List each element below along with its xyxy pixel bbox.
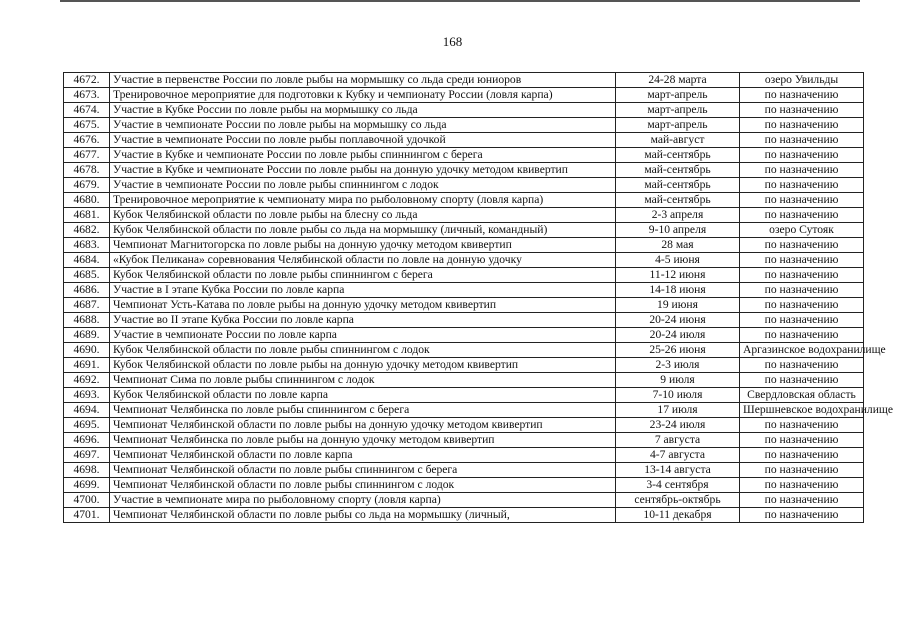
event-place: по назначению — [740, 313, 864, 328]
event-name: Чемпионат Челябинской области по ловле карпа — [110, 448, 616, 463]
table-row — [64, 433, 864, 448]
row-number: 4693. — [64, 388, 110, 403]
event-date: 13-14 августа — [616, 463, 740, 478]
row-number: 4679. — [64, 178, 110, 193]
row-number: 4695. — [64, 418, 110, 433]
event-place: по назначению — [740, 283, 864, 298]
event-date: 25-26 июня — [616, 343, 740, 358]
table-row — [64, 88, 864, 103]
event-place: по назначению — [740, 253, 864, 268]
row-number: 4692. — [64, 373, 110, 388]
row-number: 4687. — [64, 298, 110, 313]
event-name: Чемпионат Челябинской области по ловле рыбы спиннингом с лодок — [110, 478, 616, 493]
event-name: Участие в чемпионате мира по рыболовному спорту (ловля карпа) — [110, 493, 616, 508]
event-date: 9 июля — [616, 373, 740, 388]
event-date: сентябрь-октябрь — [616, 493, 740, 508]
event-name: Кубок Челябинской области по ловле рыбы на блесну со льда — [110, 208, 616, 223]
event-place: озеро Сутояк — [740, 223, 864, 238]
event-name: Тренировочное мероприятие к чемпионату мира по рыболовному спорту (ловля карпа) — [110, 193, 616, 208]
event-name: Участие в чемпионате России по ловле карпа — [110, 328, 616, 343]
event-place: по назначению — [740, 508, 864, 523]
event-place: озеро Увильды — [740, 73, 864, 88]
table-row — [64, 403, 864, 418]
scan-top-edge — [60, 0, 860, 2]
row-number: 4680. — [64, 193, 110, 208]
row-number: 4683. — [64, 238, 110, 253]
event-place: по назначению — [740, 448, 864, 463]
row-number: 4688. — [64, 313, 110, 328]
event-name: Чемпионат Сима по ловле рыбы спиннингом с лодок — [110, 373, 616, 388]
table-row — [64, 358, 864, 373]
row-number: 4697. — [64, 448, 110, 463]
event-name: «Кубок Пеликана» соревнования Челябинской области по ловле на донную удочку — [110, 253, 616, 268]
event-date: май-сентябрь — [616, 178, 740, 193]
table-row — [64, 418, 864, 433]
event-place: по назначению — [740, 463, 864, 478]
row-number: 4685. — [64, 268, 110, 283]
event-name: Участие в Кубке и чемпионате России по ловле рыбы на донную удочку методом квивертип — [110, 163, 616, 178]
row-number: 4674. — [64, 103, 110, 118]
event-date: 28 мая — [616, 238, 740, 253]
row-number: 4677. — [64, 148, 110, 163]
event-date: 2-3 апреля — [616, 208, 740, 223]
table-row — [64, 178, 864, 193]
event-place: по назначению — [740, 328, 864, 343]
event-place: Шершневское водохранилище — [740, 403, 864, 418]
table-row — [64, 298, 864, 313]
table-row — [64, 328, 864, 343]
event-place: по назначению — [740, 208, 864, 223]
event-date: 14-18 июня — [616, 283, 740, 298]
table-row — [64, 478, 864, 493]
table-row — [64, 238, 864, 253]
event-place: по назначению — [740, 268, 864, 283]
event-place: по назначению — [740, 88, 864, 103]
event-name: Чемпионат Челябинска по ловле рыбы спиннингом с берега — [110, 403, 616, 418]
events-table — [63, 72, 893, 523]
event-date: 7 августа — [616, 433, 740, 448]
event-place: по назначению — [740, 298, 864, 313]
event-date: 20-24 июня — [616, 313, 740, 328]
event-date: 3-4 сентября — [616, 478, 740, 493]
event-date: май-сентябрь — [616, 163, 740, 178]
table-row — [64, 73, 864, 88]
event-place: по назначению — [740, 373, 864, 388]
table-row — [64, 253, 864, 268]
row-number: 4672. — [64, 73, 110, 88]
events-table-body — [64, 73, 893, 523]
row-number: 4694. — [64, 403, 110, 418]
event-date: 17 июля — [616, 403, 740, 418]
event-name: Участие в Кубке России по ловле рыбы на мормышку со льда — [110, 103, 616, 118]
table-row — [64, 208, 864, 223]
event-date: май-сентябрь — [616, 148, 740, 163]
event-date: март-апрель — [616, 103, 740, 118]
table-row — [64, 148, 864, 163]
event-place: по назначению — [740, 238, 864, 253]
event-place: по назначению — [740, 103, 864, 118]
table-row — [64, 343, 864, 358]
row-number: 4675. — [64, 118, 110, 133]
event-name: Чемпионат Челябинской области по ловле рыбы на донную удочку методом квивертип — [110, 418, 616, 433]
event-name: Участие в чемпионате России по ловле рыбы спиннингом с лодок — [110, 178, 616, 193]
event-date: 20-24 июля — [616, 328, 740, 343]
event-place: по назначению — [740, 433, 864, 448]
table-row — [64, 448, 864, 463]
table-row — [64, 313, 864, 328]
table-row — [64, 118, 864, 133]
event-date: май-август — [616, 133, 740, 148]
event-date: 10-11 декабря — [616, 508, 740, 523]
event-name: Чемпионат Магнитогорска по ловле рыбы на донную удочку методом квивертип — [110, 238, 616, 253]
row-number: 4681. — [64, 208, 110, 223]
event-place: по назначению — [740, 193, 864, 208]
table-row — [64, 163, 864, 178]
event-name: Чемпионат Усть-Катава по ловле рыбы на донную удочку методом квивертип — [110, 298, 616, 313]
row-number: 4676. — [64, 133, 110, 148]
event-place: по назначению — [740, 418, 864, 433]
event-place: Свердловская область — [740, 388, 864, 403]
table-row — [64, 373, 864, 388]
table-row — [64, 223, 864, 238]
event-date: 4-7 августа — [616, 448, 740, 463]
event-name: Чемпионат Челябинска по ловле рыбы на донную удочку методом квивертип — [110, 433, 616, 448]
row-number: 4699. — [64, 478, 110, 493]
table-row — [64, 283, 864, 298]
event-name: Кубок Челябинской области по ловле рыбы на донную удочку методом квивертип — [110, 358, 616, 373]
event-date: 23-24 июля — [616, 418, 740, 433]
table-row — [64, 493, 864, 508]
event-date: март-апрель — [616, 88, 740, 103]
row-number: 4678. — [64, 163, 110, 178]
event-date: 2-3 июля — [616, 358, 740, 373]
event-place: по назначению — [740, 493, 864, 508]
event-date: май-сентябрь — [616, 193, 740, 208]
event-place: Аргазинское водохранилище — [740, 343, 864, 358]
table-row — [64, 193, 864, 208]
event-name: Участие в Кубке и чемпионате России по ловле рыбы спиннингом с берега — [110, 148, 616, 163]
event-name: Кубок Челябинской области по ловле рыбы спиннингом с лодок — [110, 343, 616, 358]
event-name: Кубок Челябинской области по ловле рыбы спиннингом с берега — [110, 268, 616, 283]
event-name: Кубок Челябинской области по ловле рыбы со льда на мормышку (личный, командный) — [110, 223, 616, 238]
row-number: 4673. — [64, 88, 110, 103]
event-name: Участие в чемпионате России по ловле рыбы на мормышку со льда — [110, 118, 616, 133]
table-row — [64, 268, 864, 283]
event-name: Чемпионат Челябинской области по ловле рыбы со льда на мормышку (личный, — [110, 508, 616, 523]
event-place: по назначению — [740, 118, 864, 133]
row-number: 4689. — [64, 328, 110, 343]
event-name: Чемпионат Челябинской области по ловле рыбы спиннингом с берега — [110, 463, 616, 478]
row-number: 4698. — [64, 463, 110, 478]
event-name: Участие в первенстве России по ловле рыбы на мормышку со льда среди юниоров — [110, 73, 616, 88]
table-row — [64, 133, 864, 148]
event-date: 7-10 июля — [616, 388, 740, 403]
event-date: 11-12 июня — [616, 268, 740, 283]
table-row — [64, 388, 864, 403]
event-place: по назначению — [740, 148, 864, 163]
event-name: Кубок Челябинской области по ловле карпа — [110, 388, 616, 403]
event-name: Участие в чемпионате России по ловле рыбы поплавочной удочкой — [110, 133, 616, 148]
event-name: Участие в I этапе Кубка России по ловле карпа — [110, 283, 616, 298]
event-place: по назначению — [740, 178, 864, 193]
row-number: 4701. — [64, 508, 110, 523]
event-place: по назначению — [740, 163, 864, 178]
event-date: март-апрель — [616, 118, 740, 133]
row-number: 4696. — [64, 433, 110, 448]
event-name: Тренировочное мероприятие для подготовки к Кубку и чемпионату России (ловля карпа) — [110, 88, 616, 103]
event-date: 4-5 июня — [616, 253, 740, 268]
event-date: 9-10 апреля — [616, 223, 740, 238]
table-row — [64, 463, 864, 478]
event-place: по назначению — [740, 358, 864, 373]
event-date: 24-28 марта — [616, 73, 740, 88]
event-place: по назначению — [740, 133, 864, 148]
row-number: 4684. — [64, 253, 110, 268]
row-number: 4690. — [64, 343, 110, 358]
page-number: 168 — [442, 34, 463, 49]
row-number: 4686. — [64, 283, 110, 298]
row-number: 4700. — [64, 493, 110, 508]
table-row — [64, 103, 864, 118]
row-number: 4682. — [64, 223, 110, 238]
table-row — [64, 508, 864, 523]
event-name: Участие во II этапе Кубка России по ловле карпа — [110, 313, 616, 328]
event-place: по назначению — [740, 478, 864, 493]
event-date: 19 июня — [616, 298, 740, 313]
row-number: 4691. — [64, 358, 110, 373]
